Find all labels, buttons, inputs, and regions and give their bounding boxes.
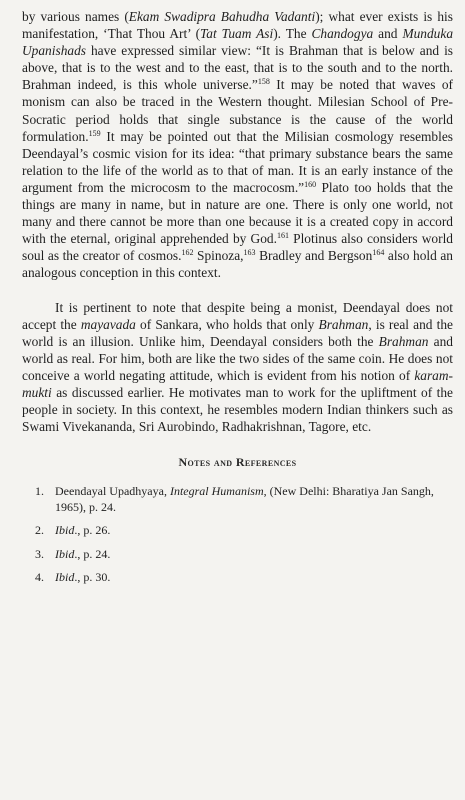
footnote-ref: 161 xyxy=(276,231,289,241)
text-run: Plato too holds that the things are many in name, but in nature are one. There is only one world, not many and there cannot be more than one because it is a created copy in accord with the eternal, original apprehended by God. xyxy=(22,179,453,247)
note-text xyxy=(55,484,449,516)
italic-term: Ekam Swadipra Bahudha Vadanti xyxy=(128,9,316,24)
note-item xyxy=(35,523,449,539)
footnote-ref: 164 xyxy=(372,248,385,258)
note-number: 3. xyxy=(35,546,44,561)
text-run: as discussed earlier. He motivates man to work for the upliftment of the people in society. In this context, he resembles modern Indian thinkers such as Swami Vivekananda, Sri Aurobindo, Radhakrishnan, Tagore, etc. xyxy=(22,384,453,435)
italic-term: Chandogya xyxy=(311,26,374,42)
text-run: also hold an analogous conception in this context. xyxy=(22,248,453,281)
note-text xyxy=(55,570,449,586)
notes-list xyxy=(22,484,453,585)
text-run: , (New Delhi: Bharatiya Jan Sangh, 1965), p. 24. xyxy=(55,484,434,515)
body-paragraph-2 xyxy=(22,299,453,436)
text-run: ); what ever exists is his manifestation, ‘That Thou Art’ ( xyxy=(22,9,453,42)
text-run: by various names ( xyxy=(22,9,129,24)
text-run: Bradley and Bergson xyxy=(255,248,373,264)
text-run: Spinoza, xyxy=(193,248,244,264)
text-run: Deendayal Upadhyaya, xyxy=(55,484,170,499)
text-run: It is pertinent to note that despite being a monist, Deendayal does not accept the xyxy=(22,299,453,332)
italic-term: Brahman xyxy=(318,316,369,332)
text-run: , is real and the world is an illusion. Unlike him, Deendayal considers both the xyxy=(22,316,453,349)
text-run: Plotinus also considers world soul as the creator of cosmos. xyxy=(22,231,453,264)
footnote-ref: 163 xyxy=(243,248,256,258)
note-number: 4. xyxy=(35,569,44,584)
note-item xyxy=(35,484,449,516)
italic-term: Munduka Upanishads xyxy=(22,26,454,59)
footnote-ref: 160 xyxy=(304,179,317,189)
text-run: of Sankara, who holds that only xyxy=(135,316,319,332)
italic-title: Integral Humanism xyxy=(169,484,264,499)
text-run: have expressed similar view: “It is Brahman that is below and is above, that is to the west and to the east, that is to the south and to the north. Brahman indeed, is this whole universe.” xyxy=(22,43,453,93)
text-run: ). The xyxy=(273,26,312,42)
note-number: 2. xyxy=(35,523,44,538)
text-run: and world as real. For him, both are like the two sides of the same coin. He does not conceive a world negating attitude, which is evident from his notion of xyxy=(22,333,453,383)
italic-title: Ibid xyxy=(55,523,75,538)
note-text xyxy=(55,547,449,563)
footnote-ref: 159 xyxy=(88,128,101,138)
italic-title: Ibid xyxy=(55,569,75,584)
note-item xyxy=(35,570,449,586)
italic-term: Tat Tuam Asi xyxy=(200,26,274,42)
notes-heading: Notes and References xyxy=(178,455,297,470)
text-run: ., p. 24. xyxy=(74,546,111,561)
italic-term: Brahman xyxy=(378,333,429,349)
note-item xyxy=(35,547,449,563)
body-paragraph-1 xyxy=(22,8,453,282)
note-text xyxy=(55,523,449,539)
text-run: ., p. 30. xyxy=(74,569,111,584)
text-run: and xyxy=(373,26,403,42)
italic-title: Ibid xyxy=(55,546,75,561)
text-run: ., p. 26. xyxy=(74,523,111,538)
note-number: 1. xyxy=(35,484,44,499)
footnote-ref: 158 xyxy=(257,77,270,87)
text-run: It may be noted that waves of monism can also be traced in the Western thought. Milesian School of Pre-Socratic period holds that single substance is the cause of the world formulation. xyxy=(22,77,453,144)
footnote-ref: 162 xyxy=(181,248,194,258)
text-run: It may be pointed out that the Milisian cosmology resembles Deendayal’s cosmic vision for its idea: “that primary substance bears the same relation to the life of the world as to that of man. It is an early instance of the argument from the microcosm to the macrocosm.” xyxy=(22,128,453,195)
italic-term: mayavada xyxy=(80,316,136,332)
italic-term: karam-mukti xyxy=(22,367,453,400)
